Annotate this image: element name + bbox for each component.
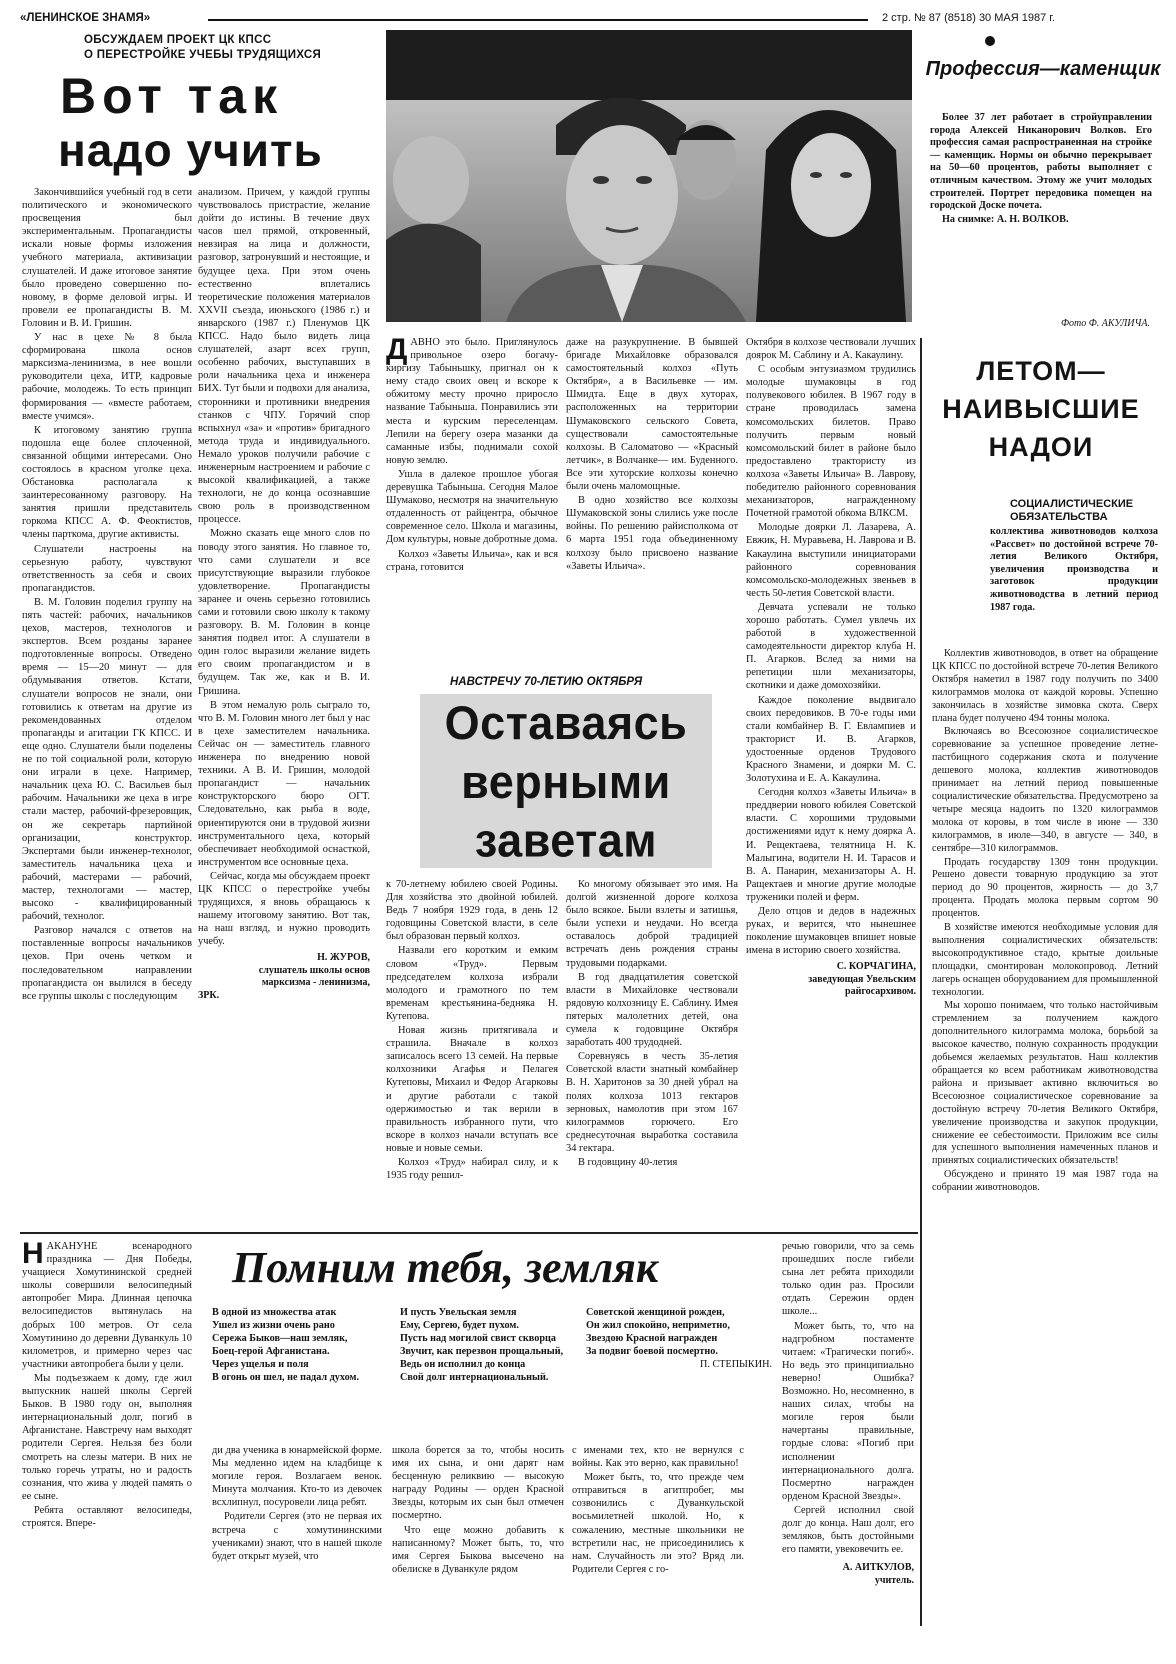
poem-line: Через ущелья и поля [212, 1359, 309, 1370]
article5-column-3 [392, 1444, 564, 1650]
article4-title-line1: Оставаясь [444, 696, 688, 750]
paragraph: Сейчас, когда мы обсуждаем проект ЦК КПСС о перестройке учебы трудящихся, я вновь обращаюсь к нашему итоговому занятию. Вот так, на наш взгляд, и нужно проводить учебу. [198, 870, 370, 948]
paragraph: К итоговому занятию группа подошла еще более сплоченной, связанной общими интересами. Оно состоялось в красном уголке цеха. Обстановка располагала к заинтересованному разговору. На занятия пришли представитель горкома КПСС А. Ф. Феоктистов, члены парткома, другие активисты. [22, 424, 192, 541]
paragraph: Мы подъезжаем к дому, где жил выпускник нашей школы Сергей Быков. В 1980 году он, выполняя интернациональный долг, погиб в Афганистане. Навстречу нам выходят родители Сергея. Нельзя без боли смотреть на слезы матери. В них не только горечь утраты, но и радость сознания, что жива у людей память о ее сыне. [22, 1372, 192, 1502]
article3-title-line1: ЛЕТОМ— [976, 356, 1106, 386]
poem-line: Он жил спокойно, неприметно, [586, 1320, 730, 1331]
paragraph: Молодые доярки Л. Лазарева, А. Евжик, Н. Муравьева, Н. Лаврова и В. Какаулина выступили инициаторами районного соревнования комсомольско-молодежных звеньев в честь 50-летия Советской власти. [746, 522, 916, 599]
article4-author: С. КОРЧАГИНА, [836, 961, 916, 973]
article3-subtitle: СОЦИАЛИСТИЧЕСКИЕ ОБЯЗАТЕЛЬСТВА [1010, 498, 1134, 523]
poem-line: Ушел из жизни очень рано [212, 1320, 335, 1331]
article1-column-2 [198, 186, 370, 1232]
article5-column-4 [572, 1444, 744, 1650]
paragraph: речью говорили, что за семь прошедших после гибели сына лет ребята приходили только один раз. Просили отдать Сережин орден школе... [782, 1241, 914, 1318]
paragraph: школа борется за то, чтобы носить имя их сына, и они дарят нам бесценную реликвию — высокую награду Родины — орден Красной Звезды, которым их сын был отмечен посмертно. [392, 1445, 564, 1522]
article5-author-role: учитель. [874, 1574, 914, 1586]
paragraph: В год двадцатилетия советской власти в Михайловке чествовали рядовую колхозницу Е. Саблину. Имея пятерых малолетних детей, она сумела к годовщине Октября заработать 400 трудодней. [566, 971, 738, 1049]
article4-title-line2: верными [461, 754, 671, 809]
paragraph: Колхоз «Заветы Ильича», как и вся страна, готовится [386, 548, 558, 573]
section-divider [20, 1232, 918, 1234]
paragraph: Девчата успевали не только хорошо работать. Сумел увлечь их работой в художественной самодеятельности директор клуба Н. П. Агарков. Вслед за ними на репетиции шли механизаторы, скотники и даже домохозяйки. [746, 601, 916, 692]
paragraph: Включаясь во Всесоюзное социалистическое соревнование за успешное проведение летне-пастбищного содержания скота и получение дешевого молока, коллектив животноводов принимает на летний период повышенные социалистические обязательства. Предусмотрено за четыре месяца надоить по 1320 килограммов молока от коровы, в том числе в июне — 330 килограммов, в июле—340, в августе — 340, в сентябре—310 килограммов. [932, 726, 1158, 854]
article4-author-role: заведующая Увельским райгосархивом. [808, 973, 916, 998]
paragraph: даже на разукрупнение. В бывшей бригаде Михайловке образовался самостоятельный колхоз «Путь Октября», а в Васильевке — им. Шмидта. Еще в двух хуторах, расположенных на территории Шумаковского сельского Совета, существовали самостоятельные колхозы. В Саломатово — «Красный летчик», в Волчанке— им. Буденного. Все эти хуторские колхозы конечно были очень маломощные. [566, 337, 738, 493]
article4-rubric: НАВСТРЕЧУ 70-ЛЕТИЮ ОКТЯБРЯ [450, 676, 643, 688]
paragraph: Может быть, то, что прежде чем отправиться в агитпробег, мы созвонились с Дуванкульской восьмилетней школой. Но, к сожалению, местные школьники не встретили нас, не присоединились к нам. Случайность ли это? Вряд ли. Родители Сергея с го- [572, 1472, 744, 1575]
paragraph: Может быть, то, что на надгробном постаменте читаем: «Трагически погиб». Но ведь это принципиально неверно! Ошибка? Возможно. Но, несомненно, в наших силах, чтобы на могиле героя были начертаны правильные, гордые слова: «Погиб при исполнении интернационального долга. Посмертно награжден орденом Красной Звезды». [782, 1320, 914, 1502]
poem-author: П. СТЕПЫКИН. [700, 1359, 772, 1370]
paragraph: АВНО это было. Приглянулось привольное озеро богачу-киргизу Табыньшку, пригнал он к нему стадо своих овец и вскоре к обжитому месту прочно приросло название Табыньша. Понравились эти места и курским переселенцам. Лепили на берегу озера мазанки да саманные избы, поднимали сохой новую землю. [386, 337, 558, 466]
paragraph: Обсуждено и принято 19 мая 1987 года на собрании животноводов. [932, 1169, 1158, 1194]
article1-author-org: ЗРК. [198, 989, 220, 1001]
newspaper-name: «ЛЕНИНСКОЕ ЗНАМЯ» [20, 12, 151, 24]
paragraph: С особым энтузиазмом трудились молодые шумаковцы в год полувекового юбилея. В 1967 году в стране проводилась замена комсомольских билетов. Право получить первым новый комсомольский билет в районе было предоставлено трактористу из колхоза «Заветы Ильича» В. Лаврову, победителю районного соревнования механизаторов, награжденному Почетной грамотой обкома ВЛКСМ. [746, 364, 916, 520]
article1-rubric-line2: О ПЕРЕСТРОЙКЕ УЧЕБЫ ТРУДЯЩИХСЯ [84, 49, 322, 61]
article1-column-1 [22, 186, 192, 1232]
paragraph: Ребята оставляют велосипеды, строятся. Впере- [22, 1504, 192, 1529]
poem-line: Советской женщиной рожден, [586, 1307, 725, 1318]
paragraph: АКАНУНЕ всенародного праздника — Дня Победы, учащиеся Хомутининской средней школы совершили велосипедный автопробег Мира. Длинная цепочка велосипедистов вытянулась на добрых 100 метров. От села Хомутинино до деревни Дуванкуль 10 километров, и примерно через час участники автопробега были у цели. [22, 1241, 192, 1370]
paragraph: ди два ученика в юнармейской форме. Мы медленно идем на кладбище к могиле героя. Возлагаем венок. Минута молчания. Кто-то из девочек всхлипнул, посуровели лица ребят. [212, 1445, 382, 1509]
poem-line: И пусть Увельская земля [400, 1307, 517, 1318]
article1-author-role1: слушатель школы основ [258, 964, 370, 976]
photo-illustration [386, 30, 912, 322]
paragraph: Колхоз «Труд» набирал силу, и к 1935 году решил- [386, 1156, 558, 1182]
paragraph: Мы хорошо понимаем, что только настойчивым стремлением за получением каждого дополнительного килограмма молока, борьбой за высокое качество, полную сохранность продукции добьемся желаемых результатов. Наш коллектив обращается ко всем работникам животноводства района и призывает активно включиться во Всесоюзное социалистическое соревнование за достойную встречу 70-летия Великого Октября, увеличение производства и закупок продукции, снижение ее себестоимости. Приложим все силы для успешного выполнения намеченных планов и принятых социалистических обязательств! [932, 1000, 1158, 1167]
portrait-photo-icon [386, 30, 912, 322]
masthead-rule [208, 19, 868, 21]
issue-info: 2 стр. № 87 (8518) 30 МАЯ 1987 г. [882, 12, 1055, 24]
article5-dropcap: Н [22, 1240, 44, 1270]
article1-author-role2: марксизма - ленинизма, [261, 977, 370, 989]
article4-top-column-2 [566, 336, 738, 670]
paragraph: В хозяйстве имеются необходимые условия для выполнения социалистических обязательств: высокопродуктивное стадо, крытые доильные площадки, смонтирован молокопровод. Летний лагерь оснащен оборудованием для промышленной технологии. [932, 922, 1158, 998]
paragraph: Каждое поколение выдвигало своих передовиков. В 70-е годы ими стали комбайнер В. Г. Евлампиев и тракторист И. В. Агарков, удостоенные орденов Трудового Красного Знамени, и доярки М. С. Золотухина и Е. А. Какаулина. [746, 694, 916, 785]
article4-dropcap: Д [386, 336, 408, 366]
paragraph: В одно хозяйство все колхозы Шумаковской зоны слились уже после войны. По решению райисполкома от 6 марта 1951 года объединенному колхозу было присвоено название «Заветы Ильича». [566, 495, 738, 572]
poem-line: Ведь он исполнил до конца [400, 1359, 526, 1370]
poem-line: Звездою Красной награжден [586, 1333, 718, 1344]
article4-top-column-1 [386, 336, 558, 670]
article5-author: А. АИТКУЛОВ, [842, 1562, 914, 1574]
paragraph: Сергей исполнил свой долг до конца. Наш долг, его земляков, быть достойными его памяти, увековечить ее. [782, 1504, 914, 1556]
photo-caption: На снимке: А. Н. ВОЛКОВ. [942, 213, 1069, 225]
article5-poem-stanza2 [400, 1306, 580, 1434]
article4-bottom-column-1 [386, 878, 558, 1226]
article1-title-line2: надо учить [58, 124, 323, 176]
paragraph: коллектива животноводов колхоза «Рассвет» по достойной встрече 70-летия Великого Октября, увеличения производства и заготовок продукции животноводства в летний период 1987 года. [990, 526, 1158, 613]
article4-title-line3: заветам [474, 813, 658, 868]
paragraph: Можно сказать еще много слов по поводу этого занятия. Но главное то, что сами слушатели и все присутствующие выразили глубокое удовлетворение. Пропагандисты заранее и очень серьезно готовились сами и готовили свою школу к такому разговору. В. М. Головин в конце занятия подвел итог. А слушатели в один голос выразили желание видеть его своим пропагандистом и в будущем. Так же, как и В. И. Гришина. [198, 528, 370, 697]
paragraph: Коллектив животноводов, в ответ на обращение ЦК КПСС по достойной встрече 70-летия Великого Октября наметил в 1987 году получить по 3400 килограммов молока от каждой коровы. Успешно закончилась в хозяйстве зимовка скота. Сверх плана будет получено 494 тонны молока. [932, 648, 1158, 724]
article2-body [930, 112, 1152, 308]
article3-left-rule [920, 338, 922, 1626]
paragraph: Новая жизнь притягивала и страшила. Вначале в колхоз записалось всего 13 семей. На первые колхозники Агафья и Пелагея Кутеповы, Михаил и Федор Агарковы и другие работали с такой одержимостью и так верили в правильность избранного пути, что вскоре в колхоз начали вступать все новые и новые семьи. [386, 1025, 558, 1154]
paragraph: Закончившийся учебный год в сети политического и экономического просвещения был экспериментальным. Пропагандисты искали новые формы изложения учебного материала, активизации слушателей. И даже итоговое занятие было проведено совершенно по-новому, в форме деловой игры. И провели ее пропагандисты В. М. Головин и В. И. Гришин. [22, 187, 192, 329]
bullet-icon [985, 36, 995, 46]
article1-title-line1: Вот так [60, 68, 284, 124]
paragraph: к 70-летнему юбилею своей Родины. Для хозяйства это двойной юбилей. Ведь 7 ноября 1929 года, в день 12 годовщины Советской власти, в селе был образован первый колхоз. [386, 879, 558, 943]
paragraph: Слушатели настроены на серьезную работу, чувствуют ответственность за себя и своих пропагандистов. [22, 543, 192, 594]
article3-title [922, 352, 1160, 466]
article3-body [932, 648, 1158, 1636]
paragraph: Что еще можно добавить к написанному? Может быть, то, что имя Сергея Быкова высечено на обелиске в Дуванкуле рядом [392, 1524, 564, 1575]
article4-bottom-column-2 [566, 878, 738, 1226]
poem-line: Свой долг интернациональный. [400, 1372, 549, 1383]
article3-lead [990, 526, 1158, 638]
article5-column-1 [22, 1240, 192, 1650]
paragraph: Дело отцов и дедов в надежных руках, и верится, что нынешнее поколение шумаковцев впишет новые имена в историю своего хозяйства. [746, 906, 916, 957]
paragraph: Октября в колхозе чествовали лучших доярок М. Саблину и А. Какаулину. [746, 337, 916, 362]
article5-column-5 [782, 1240, 914, 1650]
article2-heading: Профессия—каменщик [925, 58, 1161, 80]
poem-line: Сережа Быков—наш земляк, [212, 1333, 348, 1344]
article1-author: Н. ЖУРОВ, [317, 952, 370, 964]
paragraph: Ко многому обязывает это имя. На долгой жизненной дороге колхоза было всякое. Были взлеты и затишья, были успехи и неудачи. Но всегда оставалось доброй традицией встречать день рождения страны трудовыми подарками. [566, 879, 738, 969]
paragraph: Соревнуясь в честь 35-летия Советской власти знатный комбайнер В. Н. Харитонов за 30 дней убрал на полях колхоза 1013 гектаров зерновых, намолотив при этом 167 килограммов горючего. Его среднесуточная выработка составила 34 гектара. [566, 1051, 738, 1154]
article5-poem-stanza3 [586, 1306, 772, 1434]
paragraph: с именами тех, кто не вернулся с войны. Как это верно, как правильно! [572, 1445, 744, 1470]
poem-line: Боец-герой Афганистана. [212, 1346, 330, 1357]
paragraph: В этом немалую роль сыграло то, что В. М. Головин много лет был у нас в цехе заместителем начальника. Сейчас он — заместитель главного инженера по внедрению новой техники. А В. И. Гришин, молодой пропагандист — начальник конструкторского бюро ОГТ. Следовательно, как рыба в воде, ориентируются они в трудовой жизни инструментального цеха, который обеспечивает необходимой оснасткой, инструментом все основные цеха. [198, 699, 370, 868]
article5-column-2 [212, 1444, 382, 1650]
paragraph: Сегодня колхоз «Заветы Ильича» в преддверии нового юбилея Советской власти. С хорошими трудовыми достижениями идут к нему доярка А. И. Рещектаева, телятница Н. К. Малыгина, водители Н. И. Тарасов и В. А. Панарин, механизаторы А. Н. Ращектаев и многие другие молодые труженики полей и ферм. [746, 787, 916, 903]
paragraph: В. М. Головин поделил группу на пять частей: рабочих, начальников цехов, мастеров, технологов и экспертов. Всем розданы заранее подготовленные вопросы. Отведено время — 15—20 минут — для обдумывания ответов. Кстати, слушатели вопросов не знали, они готовились к ответам на другие из рекомендованных отделом пропаганды и агитации ГК КПСС. И еще одно. Слушатели были поделены не по той социальной роли, которую они играли в цехе. Например, начальник цеха Ю. С. Васильев был рабочим. Начальники же цеха в игре стали мастер, рабочий-фрезеровщик, он же секретарь партийной организации, конструктор. Экспертами были инженер-технолог, заместитель начальника цеха и рабочий, мастерами — рабочий, мастер, технологами — мастер, высоко - квалифицированный рабочий, технолог. [22, 596, 192, 923]
photo-credit: Фото Ф. АКУЛИЧА. [1061, 318, 1150, 329]
poem-line: Пусть над могилой свист скворца [400, 1333, 556, 1344]
paragraph: Ушла в далекое прошлое убогая деревушка Табыньша. Сегодня Малое Шумаково, несмотря на значительную отдаленность от райцентра, обычное современное село. Школа и магазины, Дом культуры, новые добротные дома. [386, 468, 558, 546]
poem-line: В одной из множества атак [212, 1307, 337, 1318]
paragraph: Назвали его коротким и емким словом «Труд». Первым председателем колхоза избрали молодого и грамотного по тем временам крестьянина-бедняка Н. Кутепова. [386, 945, 558, 1022]
article4-top-column-3 [746, 336, 916, 1222]
poem-line: Ему, Сергею, будет пухом. [400, 1320, 519, 1331]
paragraph: Более 37 лет работает в стройуправлении города Алексей Никанорович Волков. Его профессия самая распространенная на стройке — каменщик. Нормы он обычно перекрывает на 50—60 процентов, работы выполняет с отличным качеством. Этому же учит молодых строителей. Портрет передовика помещен на городской Доске почета. [930, 112, 1152, 212]
poem-line: В огонь он шел, не падал духом. [212, 1372, 359, 1383]
article4-title-box [420, 694, 712, 868]
article1-rubric-line1: ОБСУЖДАЕМ ПРОЕКТ ЦК КПСС [84, 34, 272, 46]
paragraph: Разговор начался с ответов на поставленные вопросы начальников цехов. При очень четком и последовательном направлении пропагандиста он вылился в беседу все группы школы с последующим [22, 925, 192, 1002]
article3-title-line2: НАИВЫСШИЕ [942, 394, 1140, 424]
paragraph: анализом. Причем, у каждой группы чувствовалось пристрастие, желание дойти до истины. В течение двух часов шел прямой, откровенный, невзирая на лица и должности, разговор, затронувший и нестоящие, и будущее цеха. При этом очень естественно вплетались теоретические положения материалов XXVII съезда, июньского (1986 г.) и январского (1987 г.) Пленумов ЦК КПСС. Надо было видеть лица слушателей, азарт всех групп, особенно рабочих, выступавших в роли начальника цеха и инженера БИХ. Тут были и подвохи для анализа, сторонники и противники внедрения станков с ЧПУ. Горячий спор вспыхнул «за» и «против» бригадного метода труда и индивидуального. Немало уроков получили рабочие с инженерным настроением и рабочие с высокой квалификацией, а также технологи, не до конца осознавшие свою роль в производственном процессе. [198, 187, 370, 526]
article5-title: Помним тебя, земляк [232, 1243, 659, 1292]
article3-title-line3: НАДОИ [988, 432, 1094, 462]
paragraph: В годовщину 40-летия [578, 1156, 678, 1168]
paragraph: У нас в цехе № 8 была сформирована школа основ марксизма-ленинизма, в нее вошли руководители цеха, ИТР, кадровые рабочие, молодежь. То есть принцип формирования — «вместе работаем, вместе учимся». [22, 332, 192, 422]
poem-line: Звучит, как перезвон прощальный, [400, 1346, 564, 1357]
poem-line: За подвиг боевой посмертно. [586, 1346, 718, 1357]
article5-poem-stanza1 [212, 1306, 392, 1434]
paragraph: Родители Сергея (это не первая их встреча с хомутининскими учениками) знают, что в нашей школе будет открыт музей, что [212, 1511, 382, 1562]
paragraph: Продать государству 1309 тонн продукции. Решено довести товарную продукцию за этот период до 90 процентов, жирность — до 3,7 процента. Продать молока первым сортом 90 процентов. [932, 856, 1158, 920]
